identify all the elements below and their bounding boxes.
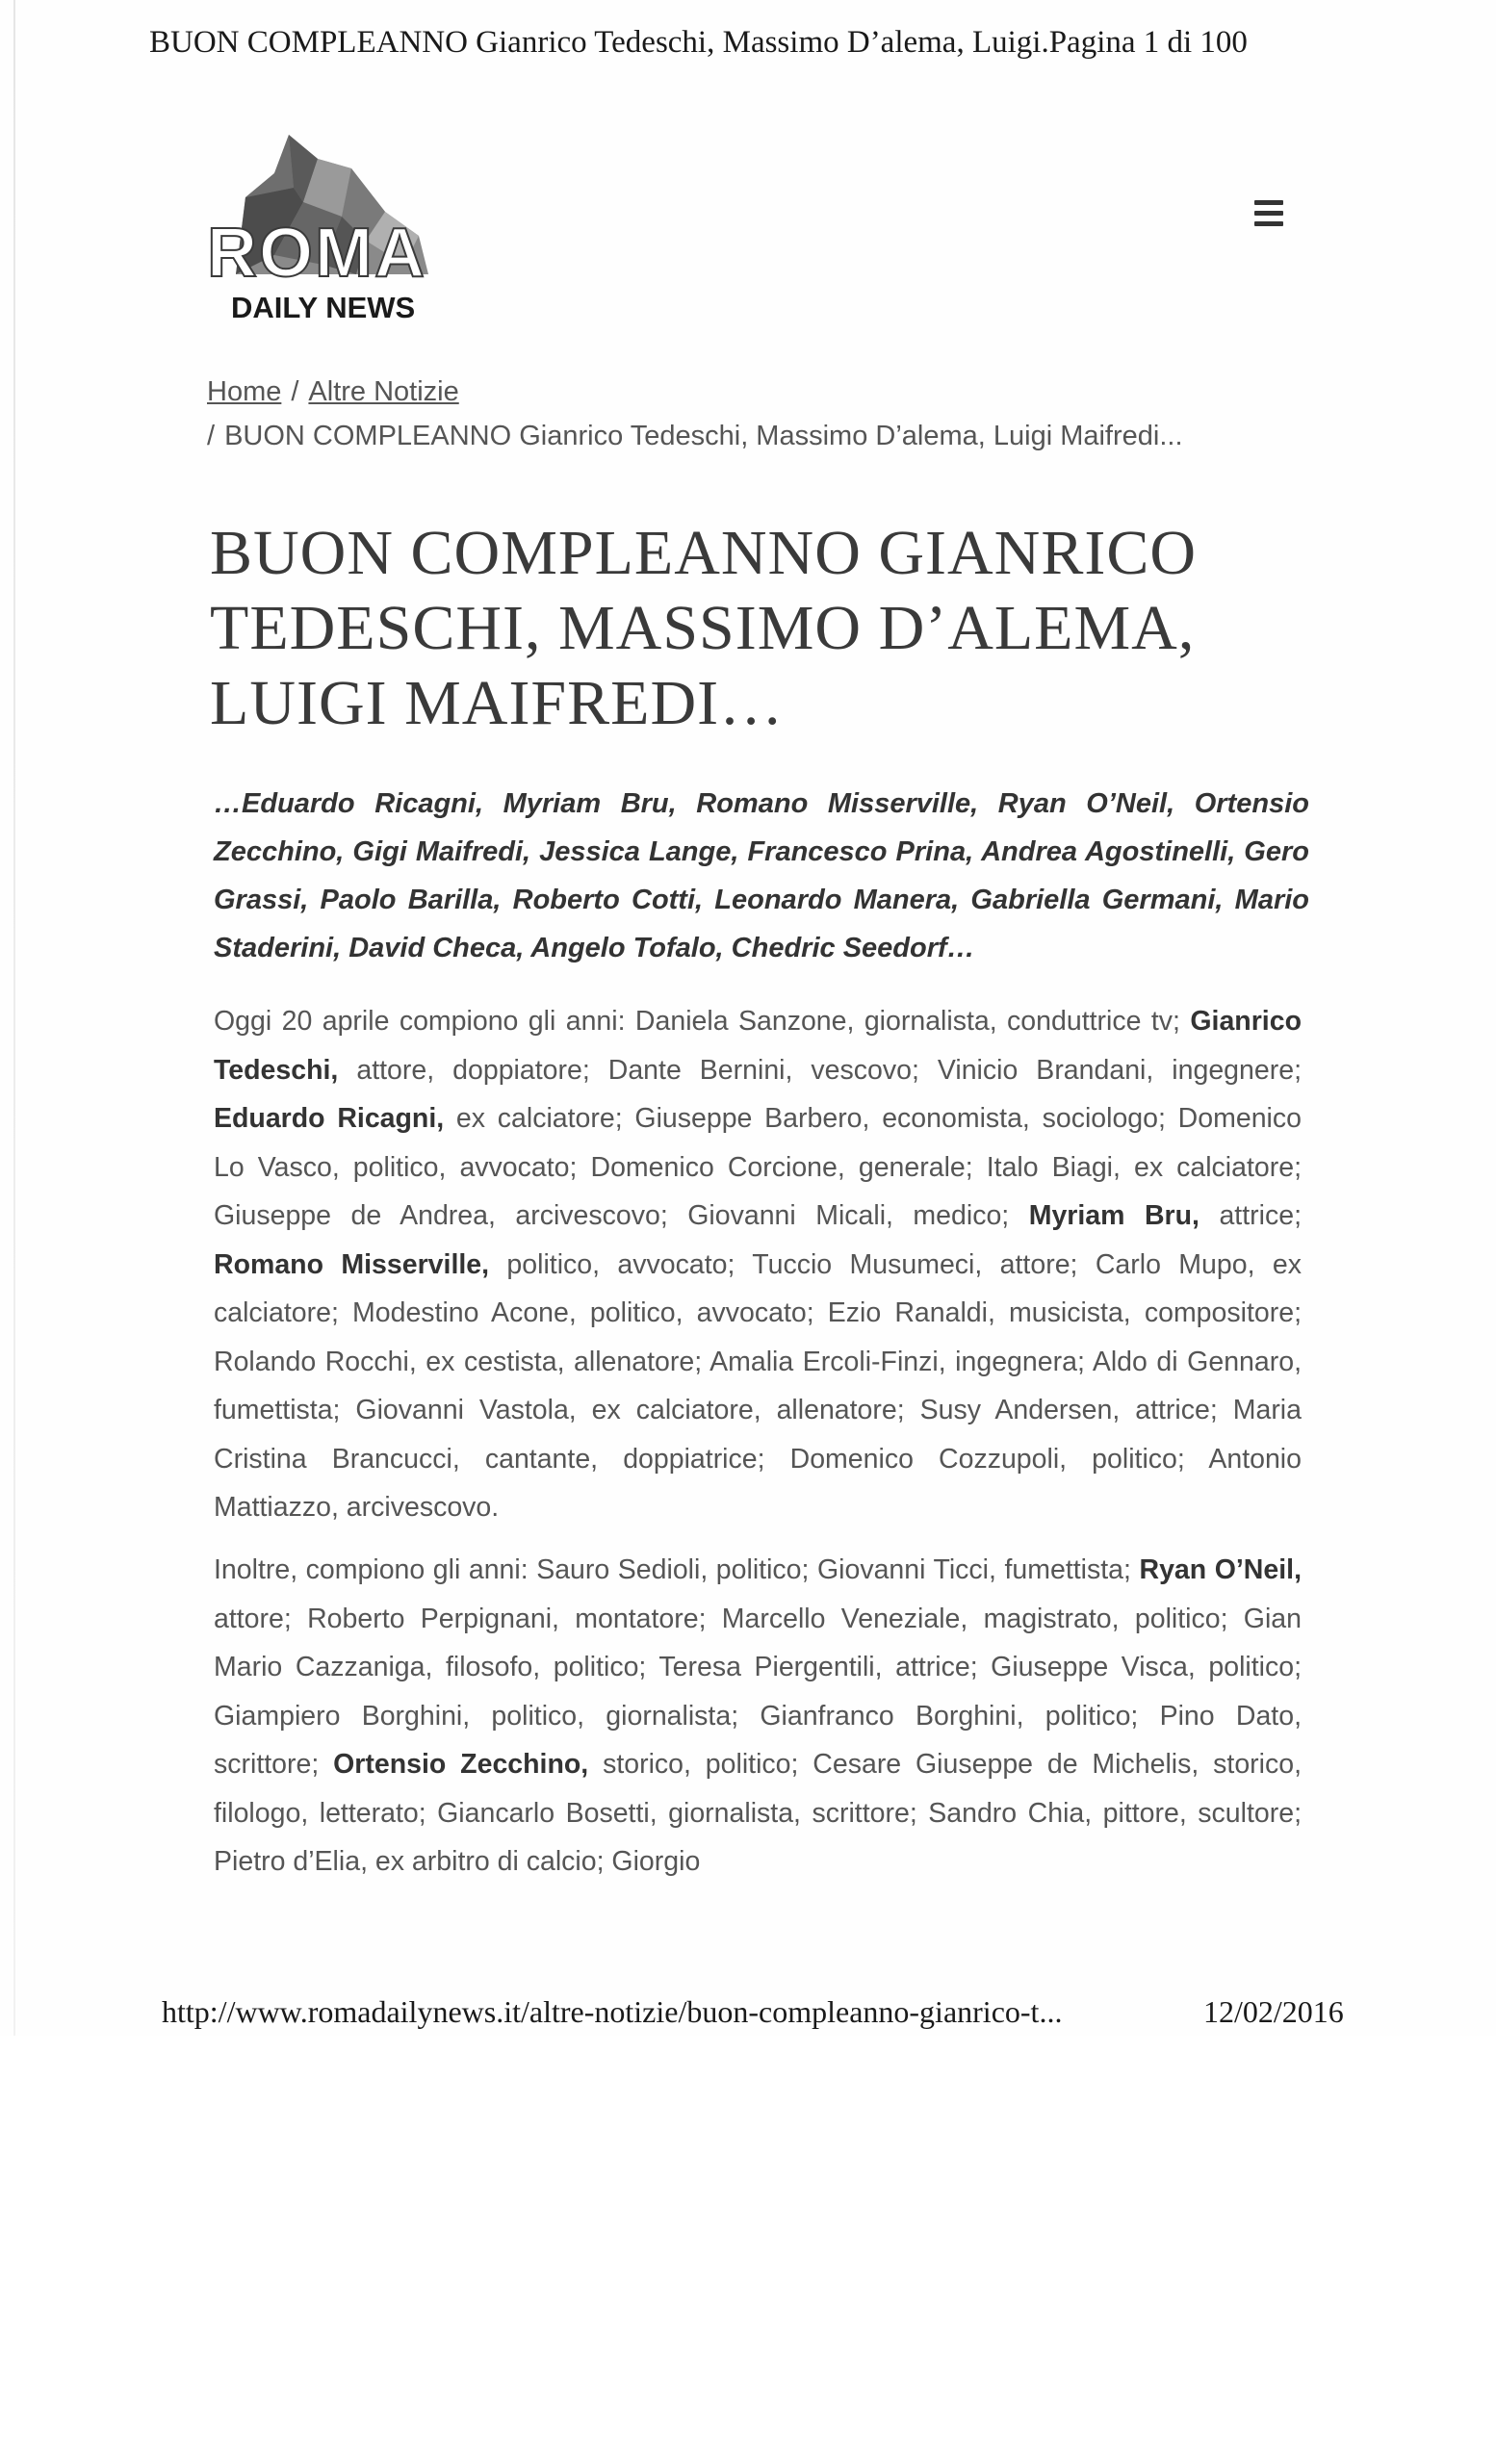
highlighted-name: Gianrico Tedeschi, [214,1006,1302,1086]
roma-daily-news-logo[interactable] [197,130,457,322]
article-paragraph-1 [214,997,1302,1532]
breadcrumb-home-link[interactable]: Home [207,376,282,407]
highlighted-name: Ortensio Zecchino, [333,1749,589,1780]
paragraph-text: Inoltre, compiono gli anni: Sauro Sedioli, politico; Giovanni Ticci, fumettista; [214,1554,1140,1585]
highlighted-name: Eduardo Ricagni, [214,1103,445,1134]
print-header: BUON COMPLEANNO Gianrico Tedeschi, Massimo D’alema, Luigi.Pagina 1 di 100 [149,25,1248,60]
menu-bar [1254,221,1283,226]
print-footer-date: 12/02/2016 [1203,1994,1344,2029]
highlighted-name: Myriam Bru, [1028,1200,1199,1231]
paragraph-text: storico, politico; Cesare Giuseppe de Michelis, storico, filologo, letterato; Giancarlo Bosetti, giornalista, scrittore; Sandro Chia, pittore, scultore; Pietro d’Elia, ex arbitro di calcio; Giorgio [214,1749,1303,1877]
article-paragraph-2 [214,1546,1302,1886]
paragraph-text: Oggi 20 aprile compiono gli anni: Daniela Sanzone, giornalista, conduttrice tv; [214,1006,1191,1037]
logo-daily-news-text: DAILY NEWS [231,291,416,322]
print-footer-url: http://www.romadailynews.it/altre-notizie/buon-compleanno-gianrico-t... [162,1994,1063,2029]
paragraph-text: attore, doppiatore; Dante Bernini, vescovo; Vinicio Brandani, ingegnere; [338,1054,1302,1086]
paragraph-text: ex calciatore; Giuseppe Barbero, economista, sociologo; Domenico Lo Vasco, politico, avvocato; Domenico Corcione, generale; Italo Biagi, ex calciatore; Giuseppe de Andrea, arcivescovo; Giovanni Micali, medico; [214,1103,1302,1231]
breadcrumb-separator: / [207,421,216,451]
breadcrumb [207,370,1285,458]
article-lead: …Eduardo Ricagni, Myriam Bru, Romano Misserville, Ryan O’Neil, Ortensio Zecchino, Gigi Maifredi, Jessica Lange, Francesco Prina, Andrea Agostinelli, Gero Grassi, Paolo Barilla, Roberto Cotti, Leonardo Manera, Gabriella Germani, Mario Staderini, David Checa, Angelo Tofalo, Chedric Seedorf… [214,788,1309,963]
paragraph-text: politico, avvocato; Tuccio Musumeci, attore; Carlo Mupo, ex calciatore; Modestino Acone, politico, avvocato; Ezio Ranaldi, musicista, compositore; Rolando Rocchi, ex cestista, allenatore; Amalia Ercoli-Finzi, ingegnera; Aldo di Gennaro, fumettista; Giovanni Vastola, ex calciatore, allenatore; Susy Andersen, attrice; Maria Cristina Brancucci, cantante, doppiatrice; Domenico Cozzupoli, politico; Antonio Mattiazzo, arcivescovo. [214,1248,1302,1523]
menu-bar [1254,211,1283,216]
paragraph-text: attore; Roberto Perpignani, montatore; Marcello Veneziale, magistrato, politico; Gian Mario Cazzaniga, filosofo, politico; Teresa Piergentili, attrice; Giuseppe Visca, politico; Giampiero Borghini, politico, giornalista; Gianfranco Borghini, politico; Pino Dato, scrittore; [214,1603,1302,1780]
page-edge [13,0,15,2036]
paragraph-text: attrice; [1199,1200,1302,1231]
breadcrumb-separator: / [291,376,299,407]
logo-roma-text: ROMA [207,215,426,292]
hamburger-menu-icon[interactable] [1254,200,1283,227]
highlighted-name: Ryan O’Neil, [1139,1554,1302,1585]
highlighted-name: Romano Misserville, [214,1248,490,1280]
menu-bar [1254,200,1283,205]
article-title: BUON COMPLEANNO GIANRICO TEDESCHI, MASSIMO D’ALEMA, LUIGI MAIFREDI… [210,518,1198,738]
breadcrumb-current: BUON COMPLEANNO Gianrico Tedeschi, Massimo D’alema, Luigi Maifredi... [224,421,1183,451]
breadcrumb-section-link[interactable]: Altre Notizie [308,376,459,407]
